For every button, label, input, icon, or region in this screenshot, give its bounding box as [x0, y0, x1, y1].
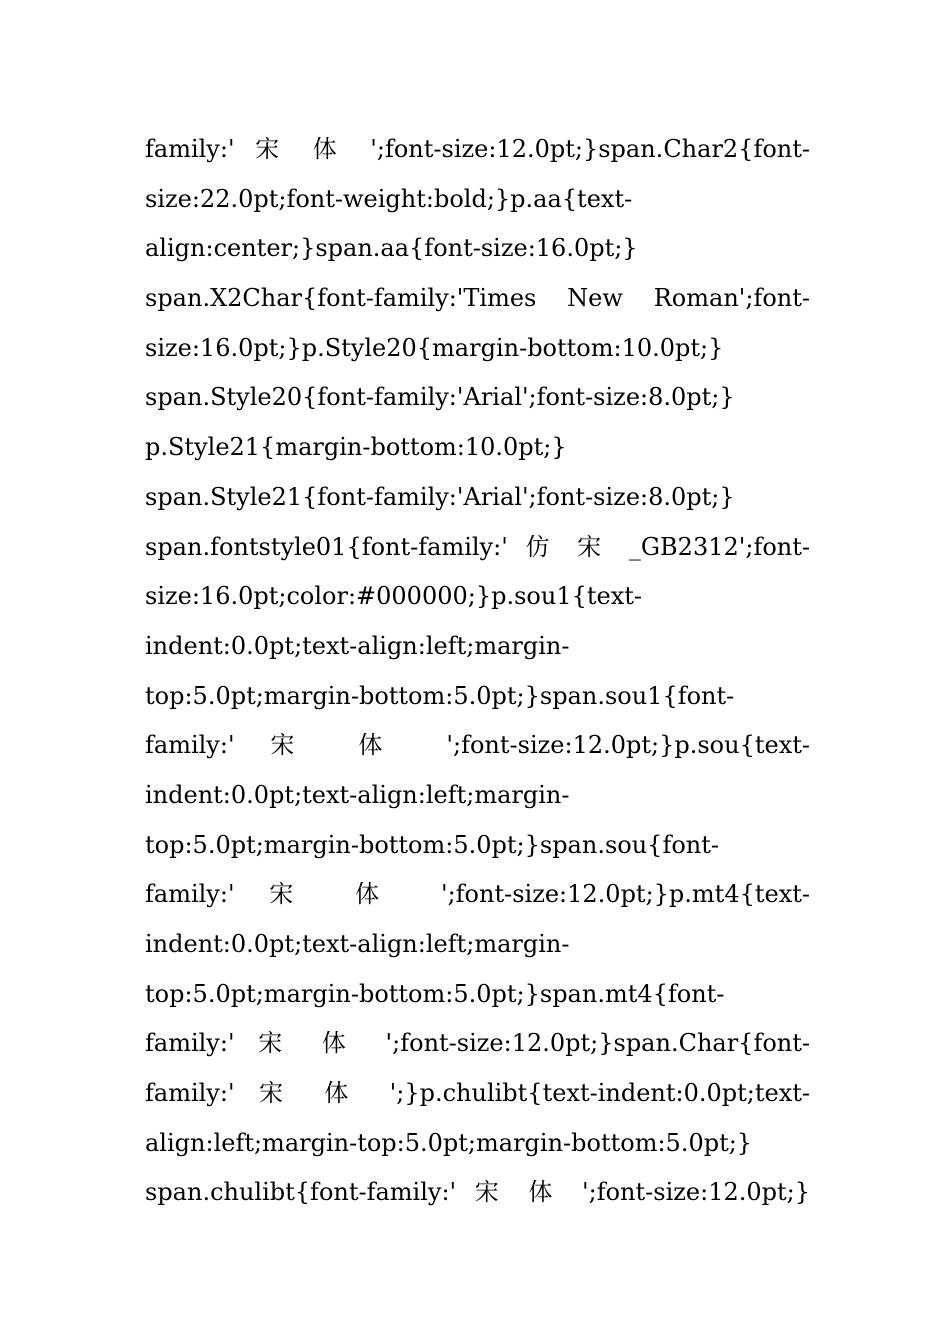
text-line: size:16.0pt;}p.Style20{margin-bottom:10.0pt;} — [145, 333, 724, 362]
text-line: span.Style20{font-family:'Arial';font-size:8.0pt;} — [145, 383, 735, 412]
text-line: top:5.0pt;margin-bottom:5.0pt;}span.mt4{font- — [145, 979, 725, 1008]
text-line: span.chulibt{font-family:' 宋 体 ';font-size:12.0pt;} — [145, 1178, 810, 1207]
text-line: size:16.0pt;color:#000000;}p.sou1{text- — [145, 582, 643, 611]
text-line: span.fontstyle01{font-family:' 仿 宋 _GB2312';font- — [145, 532, 810, 561]
text-line: align:center;}span.aa{font-size:16.0pt;} — [145, 234, 638, 263]
text-line: align:left;margin-top:5.0pt;margin-bottom:5.0pt;} — [145, 1128, 753, 1157]
text-line: family:' 宋 体 ';font-size:12.0pt;}span.Char{font- — [145, 1029, 810, 1058]
text-line: size:22.0pt;font-weight:bold;}p.aa{text- — [145, 184, 633, 213]
text-line: family:' 宋 体 ';font-size:12.0pt;}span.Char2{font- — [145, 135, 810, 163]
text-line: family:' 宋 体 ';font-size:12.0pt;}p.sou{text- — [145, 731, 810, 760]
text-line: family:' 宋 体 ';}p.chulibt{text-indent:0.0pt;text- — [145, 1079, 810, 1108]
text-line: p.Style21{margin-bottom:10.0pt;} — [145, 433, 567, 462]
text-line: indent:0.0pt;text-align:left;margin- — [145, 930, 570, 958]
document-body-text — [145, 125, 810, 1218]
text-line: span.Style21{font-family:'Arial';font-size:8.0pt;} — [145, 482, 735, 511]
text-line: family:' 宋 体 ';font-size:12.0pt;}p.mt4{text- — [145, 880, 810, 909]
text-line: top:5.0pt;margin-bottom:5.0pt;}span.sou{font- — [145, 830, 719, 859]
text-line: indent:0.0pt;text-align:left;margin- — [145, 780, 570, 809]
text-line: top:5.0pt;margin-bottom:5.0pt;}span.sou1{font- — [145, 681, 735, 710]
text-line: span.X2Char{font-family:'Times New Roman';font- — [145, 284, 810, 313]
text-line: indent:0.0pt;text-align:left;margin- — [145, 631, 570, 660]
